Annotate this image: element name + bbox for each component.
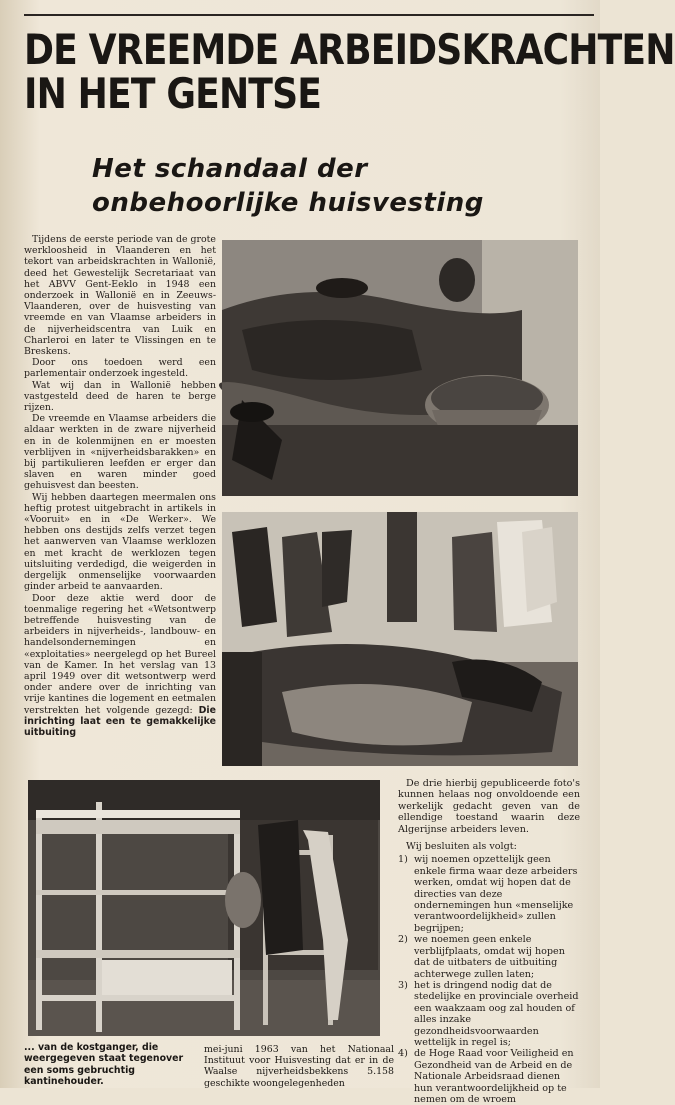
body-paragraph: Wij hebben daartegen meermalen ons heftig protest uitgebracht in artikels in «Vooruit» en in «De Werker». We hebben ons destijds zelfs verzet tegen het aanwerven van Vlaamse werklozen en met kracht de werklozen tegen uitsluiting verdedigd, die weigerden in dergelijk onmenselijke voorwaarden ginder arbeid te aanvaarden. bbox=[24, 491, 216, 593]
conclusion-item bbox=[398, 1048, 580, 1105]
photo-clothes-on-wall bbox=[222, 512, 578, 766]
continued-body-text: mei-juni 1963 van het Nationaal Instituut voor Huisvesting dat er in de Waalse nijverheidsbekkens 5.158 geschikte woongelegenheden bbox=[204, 1044, 394, 1089]
conclusion-number: 2) bbox=[398, 934, 408, 946]
photo-bunk-beds bbox=[28, 780, 380, 1036]
conclusion-item bbox=[398, 854, 580, 934]
subheadline-line-1: Het schandaal der bbox=[92, 154, 368, 184]
conclusion-text: de Hoge Raad voor Veiligheid en Gezondheid van de Arbeid en de Nationale Arbeidsraad dienen hun verantwoordelijkheid op te nemen om de wroem bbox=[414, 1048, 574, 1105]
body-paragraph: Door ons toedoen werd een parlementair onderzoek ingesteld. bbox=[24, 357, 216, 380]
conclusions-heading: Wij besluiten als volgt: bbox=[406, 841, 517, 853]
headline-line-2: IN HET GENTSE bbox=[24, 69, 322, 118]
photo-bed-and-bucket bbox=[222, 240, 578, 496]
headline bbox=[24, 25, 675, 118]
conclusion-text: wij noemen opzettelijk geen enkele firma waar deze arbeiders werken, omdat wij hopen dat de directies van deze ondernemingen hun «menselijke verantwoordelijkheid» zullen begrijpen; bbox=[414, 854, 578, 934]
article-body-left-column bbox=[24, 234, 216, 738]
subheadline bbox=[92, 152, 562, 220]
bold-ending: Die inrichting laat een te gemakkelijke uitbuiting bbox=[24, 704, 216, 738]
subheadline-line-2: onbehoorlijke huisvesting bbox=[92, 188, 484, 218]
photos-intro-paragraph: De drie hierbij gepubliceerde foto's kunnen helaas nog onvoldoende een werkelijk gedacht geven van de ellendige toestand waarin deze Algerijnse arbeiders leven. bbox=[398, 778, 580, 835]
conclusions-list bbox=[398, 854, 580, 1105]
conclusion-text: het is dringend nodig dat de stedelijke en provinciale overheid een waakzaam oog zal houden of alles inzake gezondheidsvoorwaarden wettelijk in regel is; bbox=[414, 979, 579, 1048]
body-paragraph: De vreemde en Vlaamse arbeiders die aldaar werkten in de zware nijverheid en in de kolenmijnen en er moesten verblijven in «nijverheidsbarakken» en bij partikulieren leefden er erger dan slaven en waren minder goed gehuisvest dan beesten. bbox=[24, 413, 216, 492]
conclusion-item bbox=[398, 980, 580, 1048]
conclusion-item bbox=[398, 934, 580, 980]
conclusion-number: 4) bbox=[398, 1048, 408, 1060]
conclusion-number: 1) bbox=[398, 854, 408, 866]
body-paragraph-text: Door deze aktie werd door de toenmalige regering het «Wetsontwerp betreffende huisvesting van de arbeiders in nijverheids-, landbouw- en handelsondernemingen en «exploitaties» neergelegd op het Bureel van de Kamer. In het verslag van 13 april 1949 over dit wetsontwerp werd onder andere over de inrichting van vrije kantines die logement en eetmalen verstrekten het volgende gezegd: bbox=[24, 592, 216, 716]
top-rule bbox=[24, 14, 594, 16]
article-body-right-column bbox=[398, 778, 580, 1105]
headline-line-1: DE VREEMDE ARBEIDSKRACHTEN bbox=[24, 25, 675, 74]
body-paragraph: Wat wij dan in Wallonië hebben vastgesteld deed de haren te berge rijzen. bbox=[24, 379, 216, 414]
conclusion-number: 3) bbox=[398, 979, 408, 991]
photo-caption: ... van de kostganger, die weergegeven staat tegenover een soms gebruchtig kantinehouder. bbox=[24, 1042, 184, 1088]
body-paragraph: Tijdens de eerste periode van de grote werkloosheid in Vlaanderen en het tekort van arbeidskrachten in Wallonië, deed het Gewestelijk Secretariaat van het ABVV Gent-Eeklo in 1948 een onderzoek in Wallonië en in Zeeuws-Vlaanderen, over de huisvesting van vreemde en van Vlaamse arbeiders in de nijverheidscentra van Luik en Charleroi en later te Vlissingen en te Breskens. bbox=[24, 234, 216, 358]
conclusion-text: we noemen geen enkele verblijfplaats, omdat wij hopen dat de uitbaters de uitbuiting achterwege zullen laten; bbox=[414, 934, 565, 980]
body-paragraph-last bbox=[24, 593, 216, 739]
